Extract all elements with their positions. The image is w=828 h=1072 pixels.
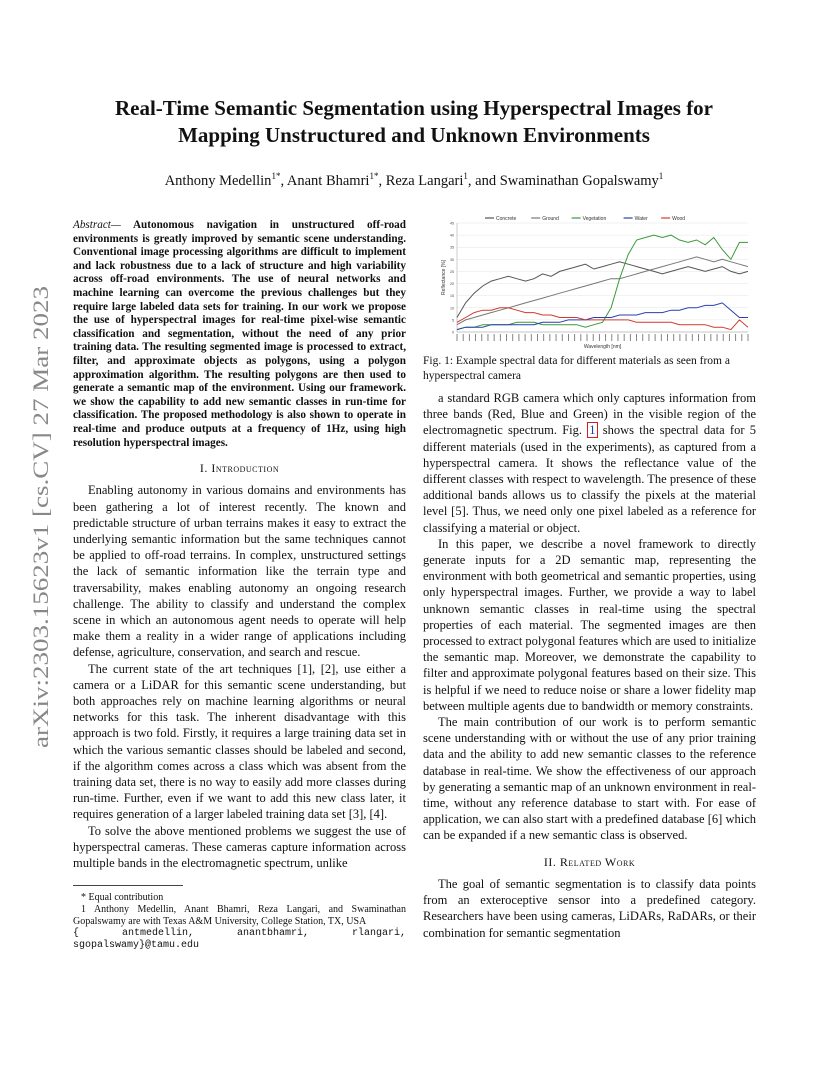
y-tick-label: 5 bbox=[452, 318, 454, 323]
paragraph: The main contribution of our work is to perform semantic scene understanding with or without the use of any prior training data and the ability to add new semantic classes to the reference database in real-time. We show the effectiveness of our approach by generating a semantic map of an unknown environment in real-time, without any reference database to start with. For ease of application, we can also start with a predefined database [6] which can be expanded if a new semantic class is observed. bbox=[423, 715, 756, 843]
author-name: Anant Bhamri bbox=[286, 172, 370, 189]
author-name: Anthony Medellin bbox=[164, 172, 272, 189]
series-line-wood bbox=[457, 308, 748, 330]
right-column bbox=[423, 390, 756, 941]
author-name: Swaminathan Gopalswamy bbox=[499, 172, 659, 189]
left-column bbox=[73, 219, 406, 952]
series-line-vegetation bbox=[457, 235, 748, 330]
y-axis-label: Reflectance [%] bbox=[441, 259, 447, 296]
author-affiliation: 1* bbox=[369, 171, 379, 181]
paragraph: Enabling autonomy in various domains and environments has been gathering a lot of interest recently. The known and predictable structure of urban terrains makes it easy to extract the underlying semantic information but the same techniques cannot be applied to off-road terrains. In complex, unstructured settings the lack of semantic information like the terrain type and traversability, makes enabling autonomy an ongoing research challenge. The ability to classify and understand the complex scene in which an autonomous agent needs to operate will help make them a reality in a wider range of applications including defense, agriculture, conservation, and search and rescue. bbox=[73, 483, 406, 660]
y-tick-label: 30 bbox=[450, 257, 454, 262]
paper-title: Real-Time Semantic Segmentation using Hyperspectral Images for Mapping Unstructured and Unknown Environments bbox=[114, 96, 714, 147]
y-tick-label: 25 bbox=[450, 269, 454, 274]
legend-label: Vegetation bbox=[582, 216, 607, 222]
author-affiliation: 1* bbox=[271, 171, 281, 181]
legend-label: Concrete bbox=[496, 216, 517, 222]
paragraph: a standard RGB camera which only captures information from three bands (Red, Blue and Green) in the visible region of the electromagnetic spectrum. Fig. 1 shows the spectral data for 5 different materials (used in the experiments), as captured from a hyperspectral camera. It shows the reflectance value of the different classes with respect to wavelength. The presence of these additional bands allows us to classify the pixels at the material level [5]. Thus, we need only one pixel labeled as a reference for classifying a material or object. bbox=[423, 391, 756, 535]
x-axis-label: Wavelength [nm] bbox=[583, 344, 622, 350]
legend-label: Water bbox=[634, 216, 648, 222]
spectral-chart-svg bbox=[423, 211, 756, 351]
author-list: Anthony Medellin$^{1*}$, Anant Bhamri$^{1*}$, Reza Langari$^1$, and Swaminathan Gopalswamy$^1$ bbox=[164, 171, 664, 189]
author-affiliation: 1 bbox=[658, 171, 664, 181]
footnote-equal-contribution: * Equal contribution bbox=[81, 892, 164, 904]
paragraph: In this paper, we describe a novel framework to directly generate inputs for a 2D semantic map, representing the environment with both geometrical and semantic properties, using only hyperspectral images. Further, we provide a way to label unknown semantic classes in real-time using the spectral properties of each material. The segmented images are then processed to extract polygonal features which are used to initialize the semantic map. Moreover, we demonstrate the capability to filter and approximate polygonal features based on their size. This is helpful if we need to reduce noise or share a lower fidelity map between multiple agents due to bandwidth or memory constraints. bbox=[423, 536, 756, 713]
arxiv-stamp bbox=[12, 282, 58, 752]
paragraph: The current state of the art techniques [1], [2], use either a camera or a LiDAR for this semantic scene understanding, but both approaches rely on machine learning algorithms or neural networks for this task. The inherent disadvantage with this approach is two fold. Firstly, it requires a large training data set in which the various semantic classes should be labeled and second, if the algorithm comes across a class which was absent from the training data set, there is no way to easily add more classes during run-time. Further, even if we want to add this new class later, it requires generation of a larger labeled training data set [3], [4]. bbox=[73, 661, 406, 822]
arxiv-stamp-text: arXiv:2303.15623v1 [cs.CV] 27 Mar 2023 bbox=[28, 363, 53, 748]
figure-reference-link[interactable]: 1 bbox=[589, 423, 596, 438]
y-tick-label: 20 bbox=[450, 282, 454, 287]
footnotes bbox=[73, 892, 406, 952]
abstract-body: Autonomous navigation in unstructured off-road environments is greatly improved by semantic scene understanding. Conventional image processing algorithms are difficult to implement and lack robustness due to a lack of structure and high variability across off-road environments. The use of neural networks and machine learning can overcome the previous challenges but they require large labeled data sets for training. In our work we propose the use of hyperspectral images for real-time pixel-wise semantic classification and segmentation, without the need of any prior training data. The resulting segmented image is processed to extract, filter, and approximate objects as polygons, using a polygon approximation algorithm. The resulting polygons are then used to generate a semantic map of the environment. Using our framework. we show the capability to add new semantic classes in run-time for classification. The proposed methodology is also shown to operate in real-time and produce outputs at a frequency of 1Hz, using high resolution hyperspectral images. bbox=[73, 219, 406, 449]
author-affiliation: 1 bbox=[463, 171, 468, 181]
paragraph: The goal of semantic segmentation is to classify data points from an exteroceptive sensor into a predefined category. Researchers have been using cameras, LiDARs, RaDARs, or their combination for semantic segmentation bbox=[423, 876, 756, 940]
y-tick-label: 45 bbox=[450, 221, 454, 226]
series-line-water bbox=[457, 303, 748, 330]
legend-label: Ground bbox=[542, 216, 559, 222]
section-heading-related-work: II. Related Work bbox=[543, 854, 636, 869]
y-tick-label: 0 bbox=[452, 330, 454, 335]
section-heading-introduction: I. Introduction bbox=[199, 461, 280, 476]
footnote-affiliation: 1 Anthony Medellin, Anant Bhamri, Reza Langari, and Swaminathan Gopalswamy are with Texas A&M University, College Station, TX, USA bbox=[73, 904, 406, 928]
y-tick-label: 35 bbox=[450, 245, 454, 250]
y-tick-label: 40 bbox=[450, 233, 454, 238]
legend-label: Wood bbox=[672, 216, 686, 222]
author-name: Reza Langari bbox=[385, 172, 464, 189]
y-tick-label: 15 bbox=[450, 294, 454, 299]
footnote-emails: { antmedellin, anantbhamri, rlangari, sgopalswamy}@tamu.edu bbox=[73, 928, 406, 952]
figure-caption: Fig. 1: Example spectral data for different materials as seen from a hyperspectral camera bbox=[423, 355, 730, 382]
footnote-rule bbox=[73, 885, 183, 892]
y-tick-label: 10 bbox=[450, 306, 454, 311]
abstract bbox=[73, 219, 406, 450]
paragraph: To solve the above mentioned problems we suggest the use of hyperspectral cameras. These cameras capture information across multiple bands in the electromagnetic spectrum, unlike bbox=[73, 823, 406, 870]
abstract-lead: Abstract— bbox=[73, 219, 121, 231]
series-line-concrete bbox=[457, 262, 748, 318]
figure-spectral-chart bbox=[423, 211, 756, 351]
